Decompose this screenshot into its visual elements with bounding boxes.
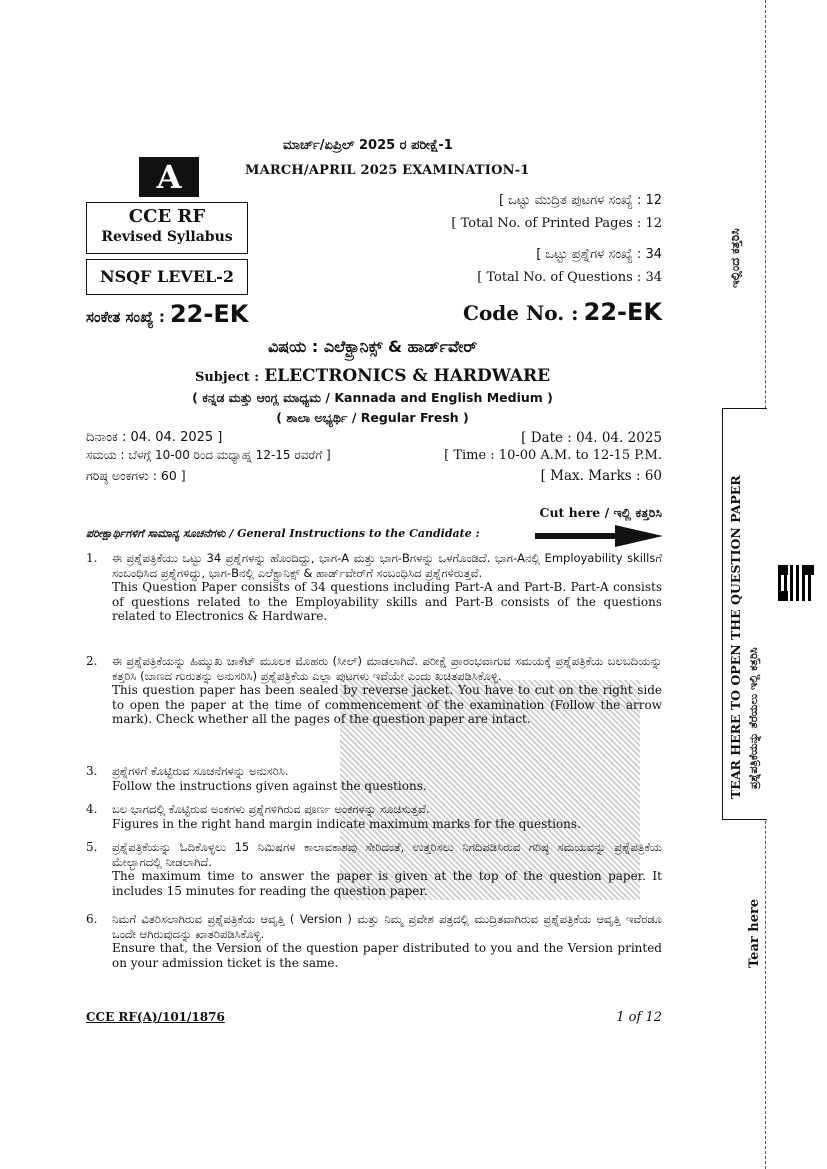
instructions-title: ಪರೀಕ್ಷಾರ್ಥಿಗಳಿಗೆ ಸಾಮಾನ್ಯ ಸೂಚನೆಗಳು / General Instructions to the Candidate : [86, 527, 480, 540]
cut-arrow-icon [535, 523, 665, 549]
instruction-english: Ensure that, the Version of the question paper distributed to you and the Version printed on your admission ticket is the same. [112, 941, 662, 970]
total-questions-english: [ Total No. of Questions : 34 [477, 270, 662, 285]
instruction-kannada: ಈ ಪ್ರಶ್ನೆಪತ್ರಿಕೆಯು ಒಟ್ಟು 34 ಪ್ರಶ್ನೆಗಳನ್ನು ಹೊಂದಿದ್ದು, ಭಾಗ-A ಮತ್ತು ಭಾಗ-Bಗಳನ್ನು ಒಳಗೊಂಡಿದೆ. ಭಾಗ-Aನಲ್ಲಿ Employability skillsಗೆ ಸಂಬಂಧಿಸಿದ ಪ್ರಶ್ನೆಗಳಿದ್ದು, ಭಾಗ-Bನಲ್ಲಿ ಎಲೆಕ್ಟ್ರಾನಿಕ್ಸ್ & ಹಾರ್ಡ್‌ವೇರ್‌ಗೆ ಸಂಬಂಧಿಸಿದ ಪ್ರಶ್ನೆಗಳಿರುತ್ತವೆ. [112, 551, 662, 580]
instruction-kannada: ಈ ಪ್ರಶ್ನೆಪತ್ರಿಕೆಯನ್ನು ಹಿಮ್ಮುಖ ಜಾಕೆಟ್ ಮೂಲಕ ಮೊಹರು (ಸೀಲ್) ಮಾಡಲಾಗಿದೆ. ಪರೀಕ್ಷೆ ಪ್ರಾರಂಭವಾಗುವ ಸಮಯಕ್ಕೆ ಪ್ರಶ್ನೆಪತ್ರಿಕೆಯ ಬಲಬದಿಯನ್ನು ಕತ್ತರಿಸಿ (ಬಾಣದ ಗುರುತನ್ನು ಅನುಸರಿಸಿ) ಪ್ರಶ್ನೆಪತ್ರಿಕೆಯ ಎಲ್ಲಾ ಪುಟಗಳು ಇವೆಯೇ ಎಂದು ಖಚಿತಪಡಿಸಿಕೊಳ್ಳಿ. [112, 654, 662, 683]
exam-title-kannada: ಮಾರ್ಚ್/ಏಪ್ರಿಲ್ 2025 ರ ಪರೀಕ್ಷೆ-1 [283, 138, 453, 153]
date-kannada: ದಿನಾಂಕ : 04. 04. 2025 ] [86, 430, 223, 445]
instruction-number: 3. [86, 764, 98, 778]
printed-pages-kannada: [ ಒಟ್ಟು ಮುದ್ರಿತ ಪುಟಗಳ ಸಂಖ್ಯೆ : 12 [498, 193, 662, 208]
qr-code-icon [778, 565, 814, 601]
instruction-number: 4. [86, 802, 98, 816]
version-badge: A [139, 157, 199, 197]
tear-here-label: Tear here [747, 898, 762, 968]
medium-line: ( ಕನ್ನಡ ಮತ್ತು ಆಂಗ್ಲ ಮಾಧ್ಯಮ / Kannada and English Medium ) [192, 390, 553, 405]
code-english-label: Code No. : [463, 301, 579, 325]
subject-english-label: Subject : [194, 370, 260, 385]
subject-english [0, 366, 745, 386]
tear-instruction-box[interactable] [722, 408, 767, 820]
code-kannada-value: 22-EK [169, 300, 249, 328]
level-box: NSQF LEVEL-2 [86, 259, 248, 295]
instruction-english: This Question Paper consists of 34 questions including Part-A and Part-B. Part-A consists of questions related to the Employability skills and Part-B consists of the questions related to Electronics & Hardware. [112, 580, 662, 623]
exam-title-english: MARCH/APRIL 2025 EXAMINATION-1 [245, 163, 530, 178]
time-kannada: ಸಮಯ : ಬೆಳಗ್ಗೆ 10-00 ರಿಂದ ಮಧ್ಯಾಹ್ನ 12-15 ರವರೆಗೆ ] [86, 448, 331, 462]
marks-kannada: ಗರಿಷ್ಠ ಅಂಕಗಳು : 60 ] [86, 468, 186, 483]
footer-code: CCE RF(A)/101/1876 [86, 1010, 225, 1024]
subject-english-value: ELECTRONICS & HARDWARE [264, 366, 551, 386]
instruction-number: 5. [86, 840, 98, 854]
instruction-english: Follow the instructions given against the questions. [112, 778, 427, 793]
instruction-kannada: ಪ್ರಶ್ನೆಪತ್ರಿಕೆಯನ್ನು ಓದಿಕೊಳ್ಳಲು 15 ನಿಮಿಷಗಳ ಕಾಲಾವಕಾಶವು ಸೇರಿದಂತೆ, ಉತ್ತರಿಸಲು ನಿಗದಿಪಡಿಸಿರುವ ಗರಿಷ್ಠ ಸಮಯವನ್ನು ಪ್ರಶ್ನೆಪತ್ರಿಕೆಯ ಮೇಲ್ಭಾಗದಲ್ಲಿ ನೀಡಲಾಗಿದೆ. [112, 840, 662, 869]
time-english: [ Time : 10-00 A.M. to 12-15 P.M. [444, 448, 662, 463]
total-questions-kannada: [ ಒಟ್ಟು ಪ್ರಶ್ನೆಗಳ ಸಂಖ್ಯೆ : 34 [536, 247, 662, 262]
instruction-item [112, 764, 662, 793]
syllabus-label: Revised Syllabus [101, 229, 233, 245]
instruction-kannada: ಪ್ರಶ್ನೆಗಳಿಗೆ ಕೊಟ್ಟಿರುವ ಸೂಚನೆಗಳನ್ನು ಅನುಸರಿಸಿ. [112, 764, 289, 778]
instruction-number: 2. [86, 654, 98, 668]
code-english-value: 22-EK [583, 298, 662, 326]
code-english [463, 298, 662, 326]
date-english: [ Date : 04. 04. 2025 [521, 430, 662, 446]
instruction-item [112, 840, 662, 898]
printed-pages-english: [ Total No. of Printed Pages : 12 [451, 216, 662, 231]
instruction-item [112, 551, 662, 624]
cut-here-label: Cut here / ಇಲ್ಲಿ ಕತ್ತರಿಸಿ [539, 505, 662, 520]
instruction-number: 1. [86, 551, 98, 565]
subject-kannada: ವಿಷಯ : ಎಲೆಕ್ಟ್ರಾನಿಕ್ಸ್ & ಹಾರ್ಡ್‌ವೇರ್ [267, 337, 478, 356]
code-kannada-label: ಸಂಕೇತ ಸಂಖ್ಯೆ : [86, 308, 165, 326]
instruction-english: Figures in the right hand margin indicate maximum marks for the questions. [112, 816, 581, 831]
candidate-type: ( ಶಾಲಾ ಅಭ್ಯರ್ಥಿ / Regular Fresh ) [276, 410, 469, 425]
side-cut-label-kannada: ಇಲ್ಲಿಂದ ಕತ್ತರಿಸಿ [728, 228, 742, 288]
course-box [86, 202, 248, 254]
instruction-item [112, 802, 662, 831]
course-name: CCE RF [128, 206, 206, 227]
tear-label-kannada: ಪ್ರಶ್ನೆಪತ್ರಿಕೆಯನ್ನು ತೆರೆಯಲು ಇಲ್ಲಿ ಕತ್ತರಿಸಿ [747, 647, 760, 789]
code-kannada [86, 300, 248, 328]
instruction-kannada: ಬಲ ಭಾಗದಲ್ಲಿ ಕೊಟ್ಟಿರುವ ಅಂಕಗಳು ಪ್ರಶ್ನೆಗಳಿಗಿರುವ ಪೂರ್ಣ ಅಂಕಗಳನ್ನು ಸೂಚಿಸುತ್ತವೆ. [112, 802, 430, 816]
instruction-kannada: ನಿಮಗೆ ವಿತರಿಸಲಾಗಿರುವ ಪ್ರಶ್ನೆಪತ್ರಿಕೆಯ ಆವೃತ್ತಿ ( Version ) ಮತ್ತು ನಿಮ್ಮ ಪ್ರವೇಶ ಪತ್ರದಲ್ಲಿ ಮುದ್ರಿತವಾಗಿರುವ ಪ್ರಶ್ನೆಪತ್ರಿಕೆಯ ಆವೃತ್ತಿ ಇವೆರಡೂ ಒಂದೇ ಆಗಿರುವುದನ್ನು ಖಾತರಿಪಡಿಸಿಕೊಳ್ಳಿ. [112, 912, 662, 941]
footer-page-number: 1 of 12 [616, 1010, 662, 1025]
instruction-number: 6. [86, 912, 98, 926]
instruction-item [112, 654, 662, 727]
instruction-english: The maximum time to answer the paper is given at the top of the question paper. It includes 15 minutes for reading the question paper. [112, 869, 662, 898]
tear-label-english: TEAR HERE TO OPEN THE QUESTION PAPER [728, 475, 743, 799]
instruction-item [112, 912, 662, 970]
instruction-english: This question paper has been sealed by reverse jacket. You have to cut on the right side to open the paper at the time of commencement of the examination (Follow the arrow mark). Check whether all the pages of the question paper are intact. [112, 683, 662, 726]
marks-english: [ Max. Marks : 60 [540, 468, 662, 484]
